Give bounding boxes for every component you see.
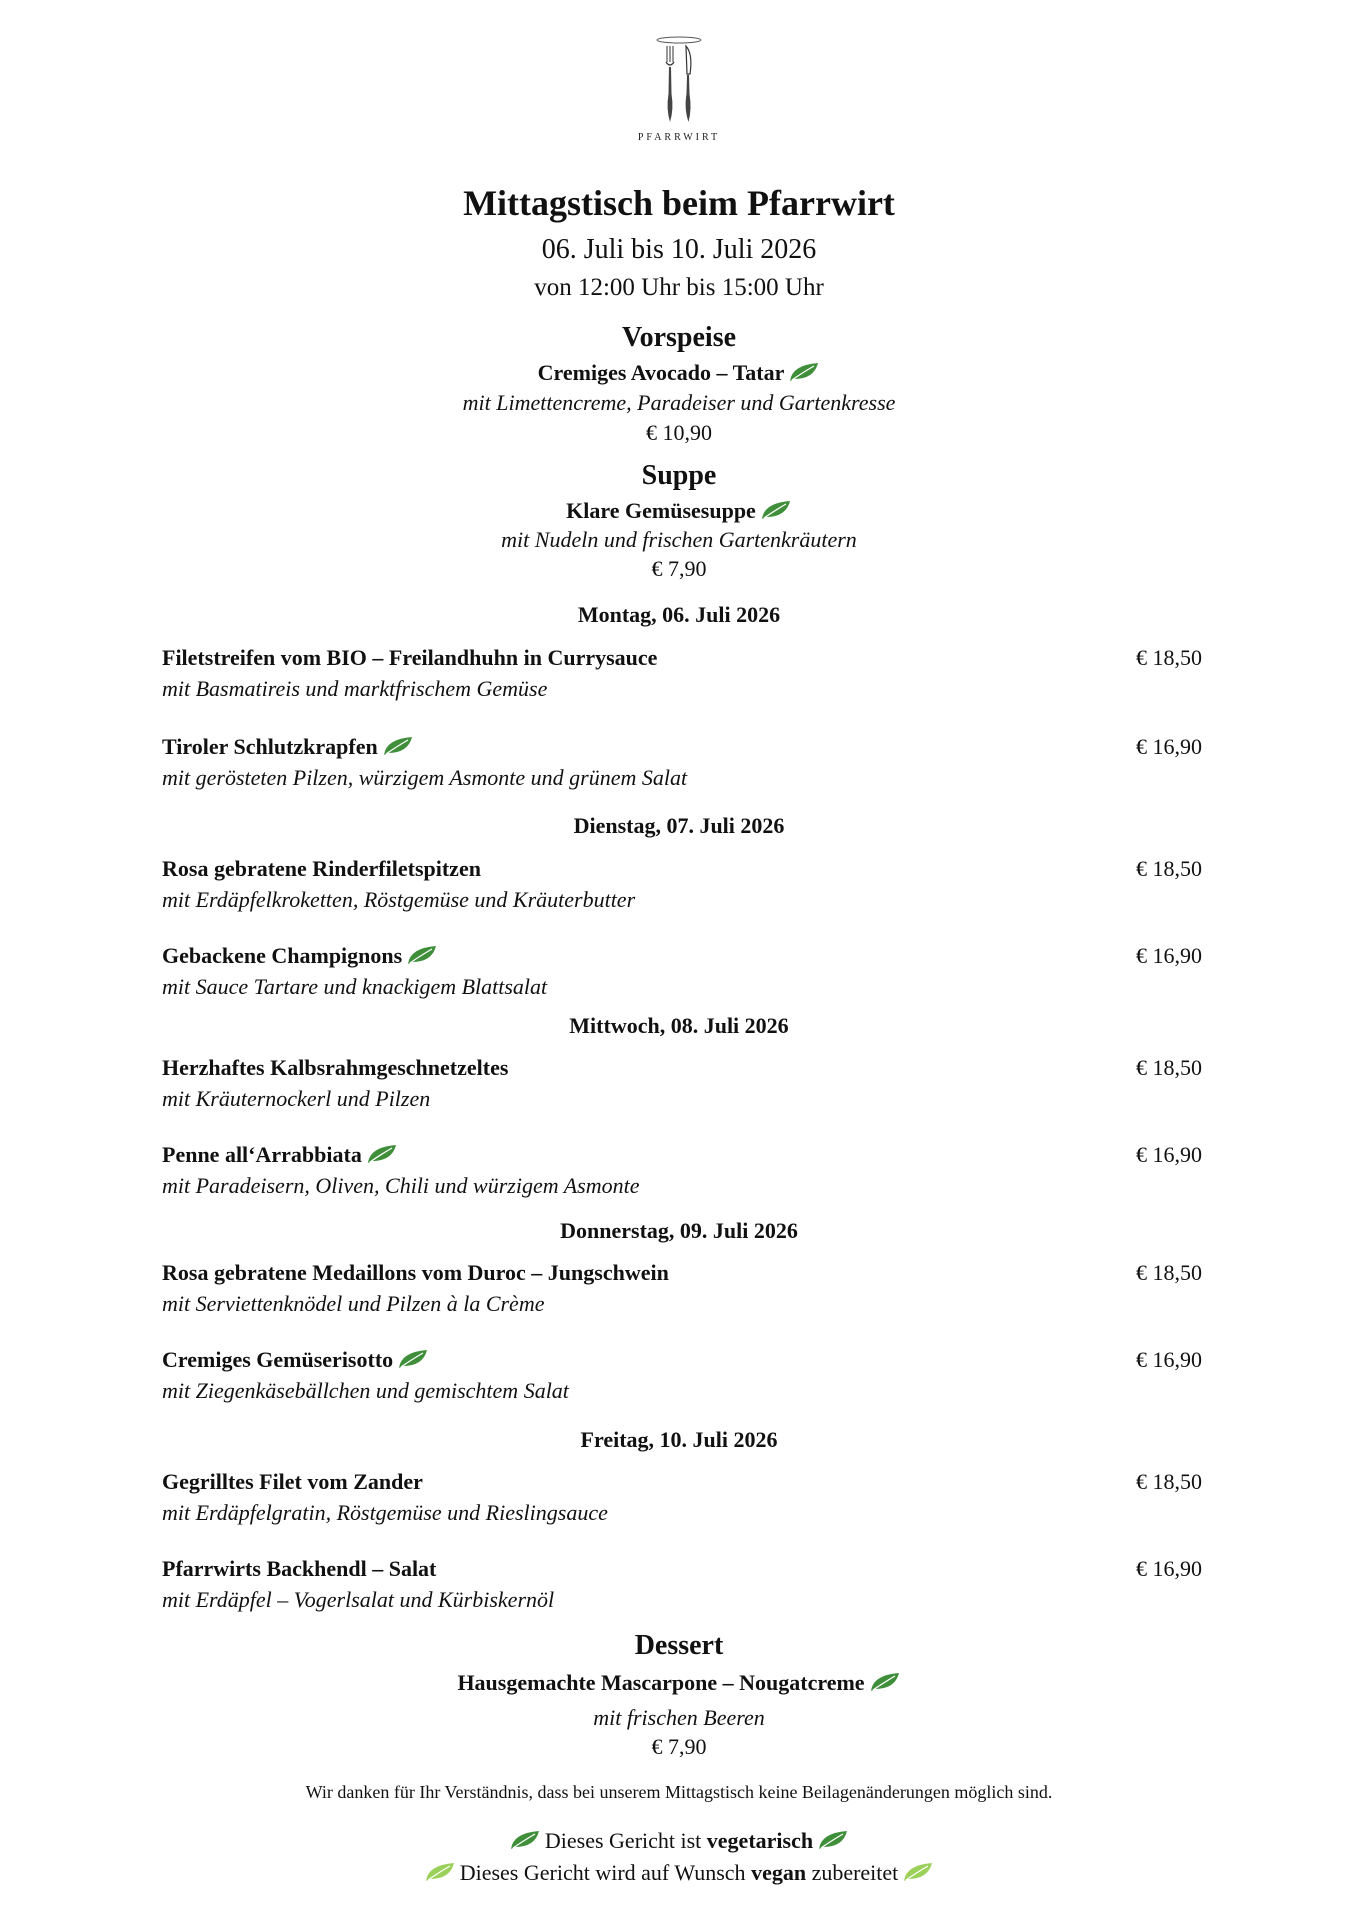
menu-item — [162, 1556, 1202, 1613]
dish-name: Filetstreifen vom BIO – Freilandhuhn in Currysauce — [162, 645, 658, 670]
menu-item — [162, 856, 1202, 913]
dish-name: Gegrilltes Filet vom Zander — [162, 1469, 423, 1494]
dish-description: mit Paradeisern, Oliven, Chili und würzigem Asmonte — [162, 1173, 640, 1198]
dish-price: € 18,50 — [1136, 645, 1202, 670]
soup-dish — [0, 498, 1358, 524]
dish-description: mit Serviettenknödel und Pilzen à la Crème — [162, 1291, 545, 1316]
section-heading-dessert: Dessert — [634, 1630, 724, 1661]
vegan-leaf-icon — [424, 1861, 456, 1883]
legend-vegan-text-end: zubereitet — [806, 1860, 899, 1885]
dish-price: € 16,90 — [1136, 943, 1202, 968]
side-dish-note: Wir danken für Ihr Verständnis, dass bei unserem Mittagstisch keine Beilagenänderungen möglich sind. — [305, 1782, 1053, 1802]
day-heading-monday: Montag, 06. Juli 2026 — [577, 602, 781, 627]
legend-vegan-bold: vegan — [751, 1860, 807, 1885]
dish-price: € 18,50 — [1136, 1055, 1202, 1080]
dish-name-line — [162, 943, 1202, 969]
legend-vegetarian-text: Dieses Gericht ist — [544, 1828, 707, 1853]
vegetarian-leaf-icon — [406, 944, 438, 966]
legend-vegan-text: Dieses Gericht wird auf Wunsch — [459, 1860, 752, 1885]
dish-description: mit Erdäpfelkroketten, Röstgemüse und Kräuterbutter — [162, 887, 636, 912]
dish-name: Gebackene Champignons — [162, 943, 403, 968]
dish-price: € 16,90 — [1136, 1556, 1202, 1581]
dish-name: Cremiges Gemüserisotto — [162, 1347, 394, 1372]
starter-price: € 10,90 — [646, 420, 712, 445]
dessert-name: Hausgemachte Mascarpone – Nougatcreme — [457, 1670, 865, 1695]
brand-name: PFARRWIRT — [637, 132, 721, 143]
dish-description: mit Ziegenkäsebällchen und gemischtem Salat — [162, 1378, 569, 1403]
menu-item — [162, 943, 1202, 1000]
day-heading-thursday: Donnerstag, 09. Juli 2026 — [560, 1218, 798, 1243]
legend-vegetarian-bold: vegetarisch — [706, 1828, 814, 1853]
dish-name-line — [162, 1142, 1202, 1168]
dish-name: Penne all‘Arrabbiata — [162, 1142, 362, 1167]
opening-hours: von 12:00 Uhr bis 15:00 Uhr — [534, 274, 824, 301]
dish-description: mit Kräuternockerl und Pilzen — [162, 1086, 431, 1111]
soup-price: € 7,90 — [651, 556, 707, 581]
vegan-leaf-icon — [902, 1861, 934, 1883]
dish-name: Tiroler Schlutzkrapfen — [162, 734, 378, 759]
dish-name: Rosa gebratene Rinderfiletspitzen — [162, 856, 481, 881]
dessert-dish — [0, 1670, 1358, 1696]
dessert-price: € 7,90 — [651, 1734, 707, 1759]
dish-name: Rosa gebratene Medaillons vom Duroc – Jungschwein — [162, 1260, 669, 1285]
dish-price: € 16,90 — [1136, 1347, 1202, 1372]
menu-item — [162, 1469, 1202, 1526]
vegetarian-leaf-icon — [509, 1829, 541, 1851]
day-heading-friday: Freitag, 10. Juli 2026 — [580, 1427, 778, 1452]
vegetarian-leaf-icon — [382, 735, 414, 757]
dish-description: mit gerösteten Pilzen, würzigem Asmonte und grünem Salat — [162, 765, 688, 790]
starter-dish — [0, 360, 1358, 386]
starter-name: Cremiges Avocado – Tatar — [537, 360, 785, 385]
date-range: 06. Juli bis 10. Juli 2026 — [541, 234, 817, 265]
menu-item — [162, 1260, 1202, 1317]
dish-name-line — [162, 1347, 1202, 1373]
dish-name-line — [162, 734, 1202, 760]
starter-description: mit Limettencreme, Paradeiser und Gartenkresse — [462, 390, 896, 415]
menu-item — [162, 645, 1202, 702]
vegetarian-leaf-icon — [397, 1348, 429, 1370]
vegetarian-leaf-icon — [817, 1829, 849, 1851]
vegetarian-leaf-icon — [788, 361, 820, 383]
menu-item — [162, 734, 1202, 791]
menu-item — [162, 1055, 1202, 1112]
dish-price: € 18,50 — [1136, 1469, 1202, 1494]
dish-price: € 16,90 — [1136, 1142, 1202, 1167]
vegetarian-leaf-icon — [869, 1671, 901, 1693]
dish-price: € 18,50 — [1136, 856, 1202, 881]
dish-price: € 16,90 — [1136, 734, 1202, 759]
dish-description: mit Sauce Tartare und knackigem Blattsalat — [162, 974, 548, 999]
soup-description: mit Nudeln und frischen Gartenkräutern — [501, 527, 857, 552]
menu-item — [162, 1142, 1202, 1199]
soup-name: Klare Gemüsesuppe — [566, 498, 756, 523]
legend-vegetarian — [0, 1828, 1358, 1854]
day-heading-wednesday: Mittwoch, 08. Juli 2026 — [569, 1013, 789, 1038]
page-title: Mittagstisch beim Pfarrwirt — [463, 183, 895, 223]
menu-item — [162, 1347, 1202, 1404]
dessert-description: mit frischen Beeren — [593, 1705, 765, 1730]
dish-price: € 18,50 — [1136, 1260, 1202, 1285]
day-heading-tuesday: Dienstag, 07. Juli 2026 — [573, 813, 785, 838]
dish-description: mit Basmatireis und marktfrischem Gemüse — [162, 676, 548, 701]
legend-vegan — [0, 1860, 1358, 1886]
dish-name: Pfarrwirts Backhendl – Salat — [162, 1556, 437, 1581]
dish-description: mit Erdäpfelgratin, Röstgemüse und Rieslingsauce — [162, 1500, 608, 1525]
fork-knife-icon — [629, 34, 729, 126]
dish-description: mit Erdäpfel – Vogerlsalat und Kürbiskernöl — [162, 1587, 555, 1612]
vegetarian-leaf-icon — [366, 1143, 398, 1165]
section-heading-starter: Vorspeise — [621, 322, 737, 353]
logo — [629, 34, 729, 143]
vegetarian-leaf-icon — [760, 499, 792, 521]
dish-name: Herzhaftes Kalbsrahmgeschnetzeltes — [162, 1055, 509, 1080]
section-heading-soup: Suppe — [641, 460, 717, 491]
